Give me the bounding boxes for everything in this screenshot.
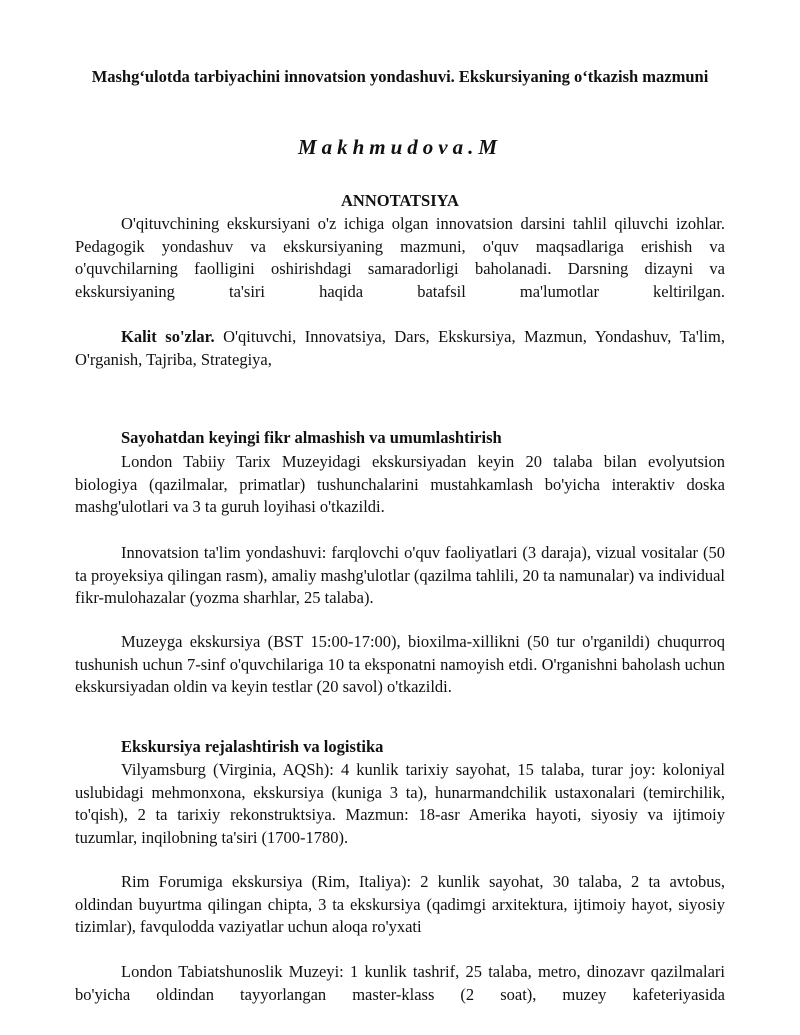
annotation-heading: ANNOTATSIYA <box>341 191 459 210</box>
keywords-paragraph <box>75 326 725 371</box>
section2-paragraph: London Tabiatshunoslik Muzeyi: 1 kunlik tashrif, 25 talaba, metro, dinozavr qazilmalari bo'yicha oldindan tayyorlangan master-klass (2 soat), muzey kafeteriyasida <box>75 962 725 1004</box>
author-name: Makhmudova.M <box>297 135 503 159</box>
section1-paragraph: London Tabiiy Tarix Muzeyidagi ekskursiyadan keyin 20 talaba bilan evolyutsion biologiya (qazilmalar, primatlar) tushunchalarini mustahkamlash bo'yicha interaktiv doska mashg'ulotlari va 3 ta guruh loyihasi o'tkazildi. <box>75 452 725 516</box>
keywords-list: O'qituvchi, Innovatsiya, Dars, Ekskursiya, Mazmun, Yondashuv, Ta'lim, O'rganish, Tajriba, Strategiya, <box>75 327 725 369</box>
section-heading-debrief: Sayohatdan keyingi fikr almashish va umumlashtirish <box>121 428 502 447</box>
keywords-label: Kalit so'zlar. <box>121 327 215 346</box>
section-heading-logistics: Ekskursiya rejalashtirish va logistika <box>121 737 384 756</box>
section2-paragraph: Vilyamsburg (Virginia, AQSh): 4 kunlik tarixiy sayohat, 15 talaba, turar joy: koloniyal uslubidagi mehmonxona, ekskursiya (kuniga 3 ta), hunarmandchilik ustaxonalari (temirchilik, to'qish), 2 ta tarixiy rekonstruktsiya. Mazmun: 18-asr Amerika hayoti, siyosiy va ijtimoiy tuzumlar, inqilobning ta'siri (1700-1780). <box>75 760 725 847</box>
section1-paragraph: Muzeyga ekskursiya (BST 15:00-17:00), bioxilma-xillikni (50 tur o'rganildi) chuqurroq tushunish uchun 7-sinf o'quvchilariga 10 ta eksponatni namoyish etdi. O'rganishni baholash uchun ekskursiyadan oldin va keyin testlar (20 savol) o'tkazildi. <box>75 632 725 696</box>
section1-paragraph: Innovatsion ta'lim yondashuvi: farqlovchi o'quv faoliyatlari (3 daraja), vizual vositalar (50 ta proyeksiya qilingan rasm), amaliy mashg'ulotlar (qazilma tahlili, 20 ta namunalar) va individual fikr-mulohazalar (yozma sharhlar, 25 talaba). <box>75 543 725 607</box>
document-title: Mashg‘ulotda tarbiyachini innovatsion yondashuvi. Ekskursiyaning o‘tkazish mazmuni <box>91 67 709 86</box>
annotation-paragraph: O'qituvchining ekskursiyani o'z ichiga olgan innovatsion darsini tahlil qiluvchi izohlar. Pedagogik yondashuv va ekskursiyaning mazmuni, o'quv maqsadlariga erishish va o'quvchilarning faolligini oshirishdagi samaradorligi baholanadi. Darsning dizayni va ekskursiyaning ta'siri haqida batafsil ma'lumotlar keltirilgan. <box>75 214 725 301</box>
section2-paragraph: Rim Forumiga ekskursiya (Rim, Italiya): 2 kunlik sayohat, 30 talaba, 2 ta avtobus, oldindan buyurtma qilingan chipta, 3 ta ekskursiya (qadimgi arxitektura, ijtimoiy hayot, siyosiy tizimlar), favqulodda vaziyatlar uchun aloqa ro'yxati <box>75 872 725 936</box>
